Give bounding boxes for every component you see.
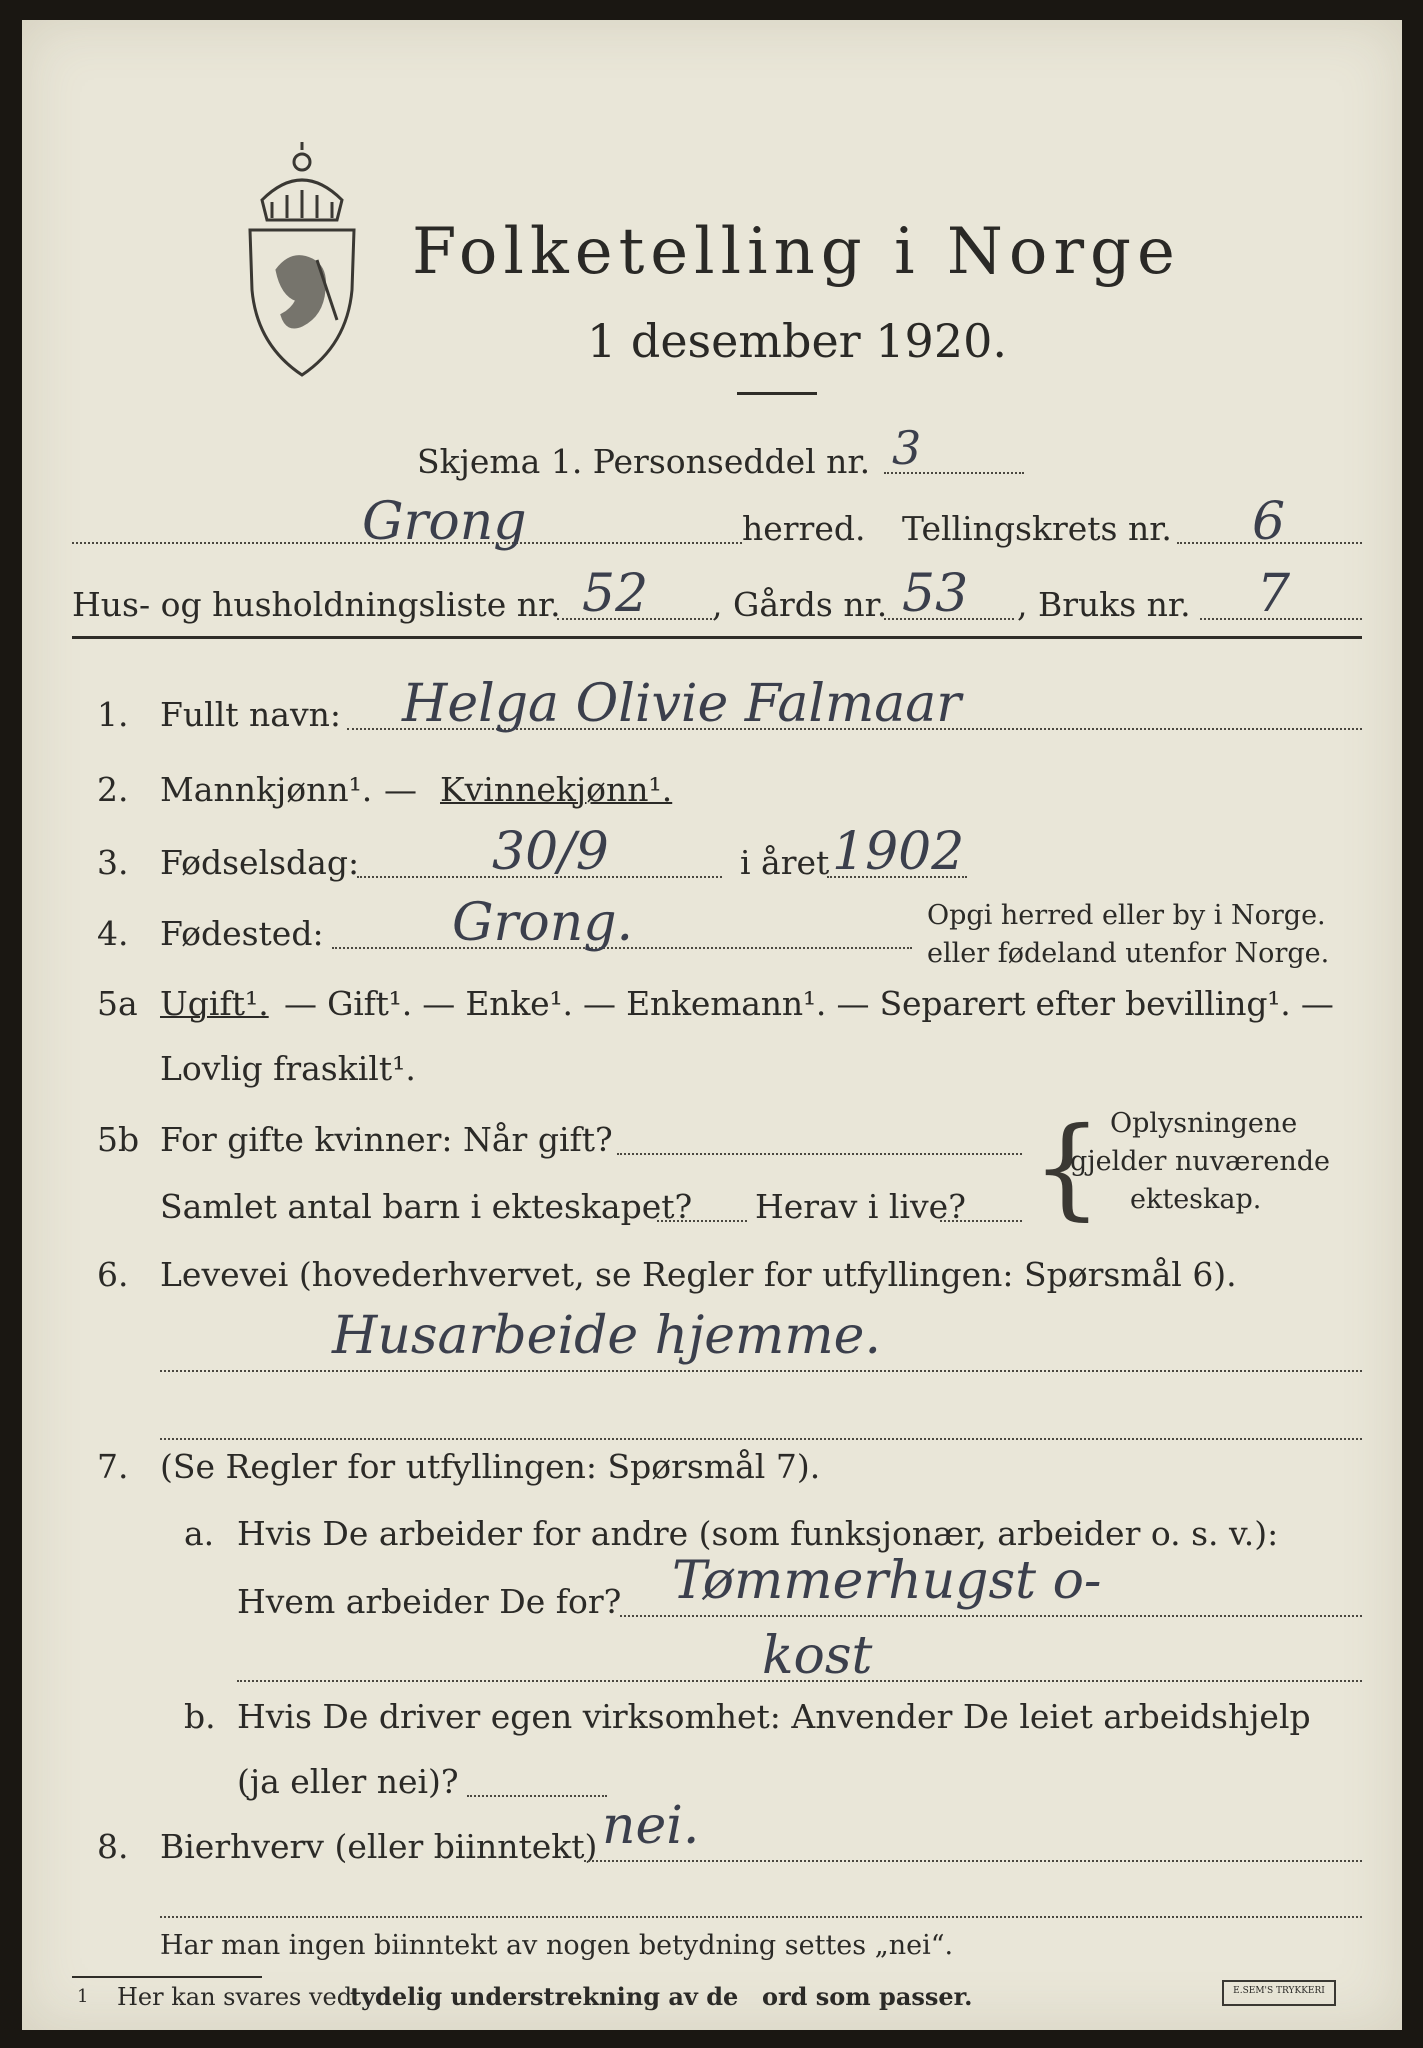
household-value[interactable]: 52 (582, 564, 649, 624)
tellingskrets-label: Tellingskrets nr. (902, 509, 1172, 548)
q3-number: 3. (97, 843, 129, 882)
census-form (22, 20, 1402, 2030)
bruks-value[interactable]: 7 (1257, 564, 1291, 624)
q6-line2 (160, 1438, 1362, 1440)
q6-number: 6. (97, 1255, 129, 1294)
q2-separator: — (384, 770, 417, 809)
title-divider (737, 392, 817, 395)
footnote-text-b: tydelig understrekning av de (350, 1982, 739, 2011)
printer-stamp: E.SEM'S TRYKKERI (1222, 1980, 1336, 2006)
q8-label: Bierhverv (eller biinntekt) (160, 1827, 598, 1866)
q5b-note-line3: ekteskap. (1130, 1184, 1262, 1215)
q2-number: 2. (97, 770, 129, 809)
q5a-other-options[interactable]: — Gift¹. — Enke¹. — Enkemann¹. — Separert efter bevilling¹. — (284, 984, 1334, 1023)
schema-label: Skjema 1. Personseddel nr. (417, 442, 871, 481)
q5a-ugift-option[interactable]: Ugift¹. (160, 984, 269, 1023)
employer-value-line2[interactable]: kost (762, 1626, 873, 1686)
household-label: Hus- og husholdningsliste nr. (72, 585, 561, 624)
q4-note-line2: eller fødeland utenfor Norge. (927, 938, 1330, 969)
gards-value[interactable]: 53 (902, 564, 969, 624)
q7b-question: (ja eller nei)? (237, 1762, 459, 1801)
coat-of-arms-icon (232, 140, 372, 380)
census-date: 1 desember 1920. (587, 314, 1007, 368)
q5b-children-line (657, 1220, 747, 1222)
q4-label: Fødested: (160, 914, 324, 953)
q5a-number: 5a (97, 984, 138, 1023)
q5b-married-label: For gifte kvinner: Når gift? (160, 1120, 613, 1159)
q5b-married-line (617, 1153, 1022, 1155)
q7-label: (Se Regler for utfyllingen: Spørsmål 7). (160, 1447, 821, 1486)
q7b-letter: b. (184, 1697, 216, 1736)
birth-year-value[interactable]: 1902 (832, 822, 965, 882)
full-name-value[interactable]: Helga Olivie Falmaar (402, 674, 962, 734)
employer-value-line1[interactable]: Tømmerhugst o- (672, 1551, 1102, 1611)
q7a-letter: a. (184, 1514, 215, 1553)
q5b-note-line2: gjelder nuværende (1070, 1146, 1330, 1177)
secondary-income-value[interactable]: nei. (602, 1796, 700, 1856)
q8-line2 (160, 1916, 1362, 1918)
q5b-brace-icon: { (1032, 1103, 1102, 1231)
footnote-text-c: ord som passer. (762, 1982, 973, 2011)
q4-note-line1: Opgi herred eller by i Norge. (927, 900, 1326, 931)
q6-line1 (160, 1370, 1362, 1372)
herred-value[interactable]: Grong (362, 492, 527, 552)
q7a-question: Hvem arbeider De for? (237, 1582, 622, 1621)
schema-number-value[interactable]: 3 (892, 421, 922, 475)
q3-label: Fødselsdag: (160, 843, 360, 882)
q5a-line2[interactable]: Lovlig fraskilt¹. (160, 1049, 416, 1088)
q7b-line (467, 1795, 607, 1797)
tellingskrets-value[interactable]: 6 (1252, 492, 1286, 552)
q8-line1 (584, 1860, 1362, 1862)
q1-label: Fullt navn: (160, 695, 341, 734)
header-rule (72, 636, 1362, 639)
gards-label: , Gårds nr. (712, 585, 888, 624)
herred-label: herred. (742, 509, 866, 548)
q5b-number: 5b (97, 1120, 140, 1159)
footnote-rule (72, 1976, 262, 1978)
q5b-alive-line (940, 1220, 1022, 1222)
q7a-label: Hvis De arbeider for andre (som funksjonær, arbeider o. s. v.): (237, 1514, 1279, 1553)
q7a-line1 (620, 1615, 1362, 1617)
q8-number: 8. (97, 1827, 129, 1866)
occupation-value[interactable]: Husarbeide hjemme. (332, 1306, 881, 1366)
bruks-label: , Bruks nr. (1017, 585, 1191, 624)
q1-number: 1. (97, 695, 129, 734)
q3-year-label: i året (740, 843, 830, 882)
q5b-note-line1: Oplysningene (1110, 1108, 1298, 1139)
footnote-text-a: Her kan svares ved (117, 1983, 353, 2011)
q2-female-option[interactable]: Kvinnekjønn¹. (440, 770, 673, 809)
q5b-alive-label: Herav i live? (755, 1187, 966, 1226)
footnote-mark: 1 (77, 1986, 89, 2007)
form-title: Folketelling i Norge (412, 215, 1181, 289)
birthplace-value[interactable]: Grong. (452, 893, 634, 953)
q4-number: 4. (97, 914, 129, 953)
q6-label: Levevei (hovederhvervet, se Regler for utfyllingen: Spørsmål 6). (160, 1255, 1237, 1294)
q5b-children-label: Samlet antal barn i ekteskapet? (160, 1187, 693, 1226)
footer-note: Har man ingen biinntekt av nogen betydning settes „nei“. (160, 1930, 954, 1961)
q7b-label: Hvis De driver egen virksomhet: Anvender De leiet arbeidshjelp (237, 1697, 1311, 1736)
q2-male-option[interactable]: Mannkjønn¹. (160, 770, 373, 809)
birth-date-value[interactable]: 30/9 (492, 822, 609, 882)
q7-number: 7. (97, 1447, 129, 1486)
